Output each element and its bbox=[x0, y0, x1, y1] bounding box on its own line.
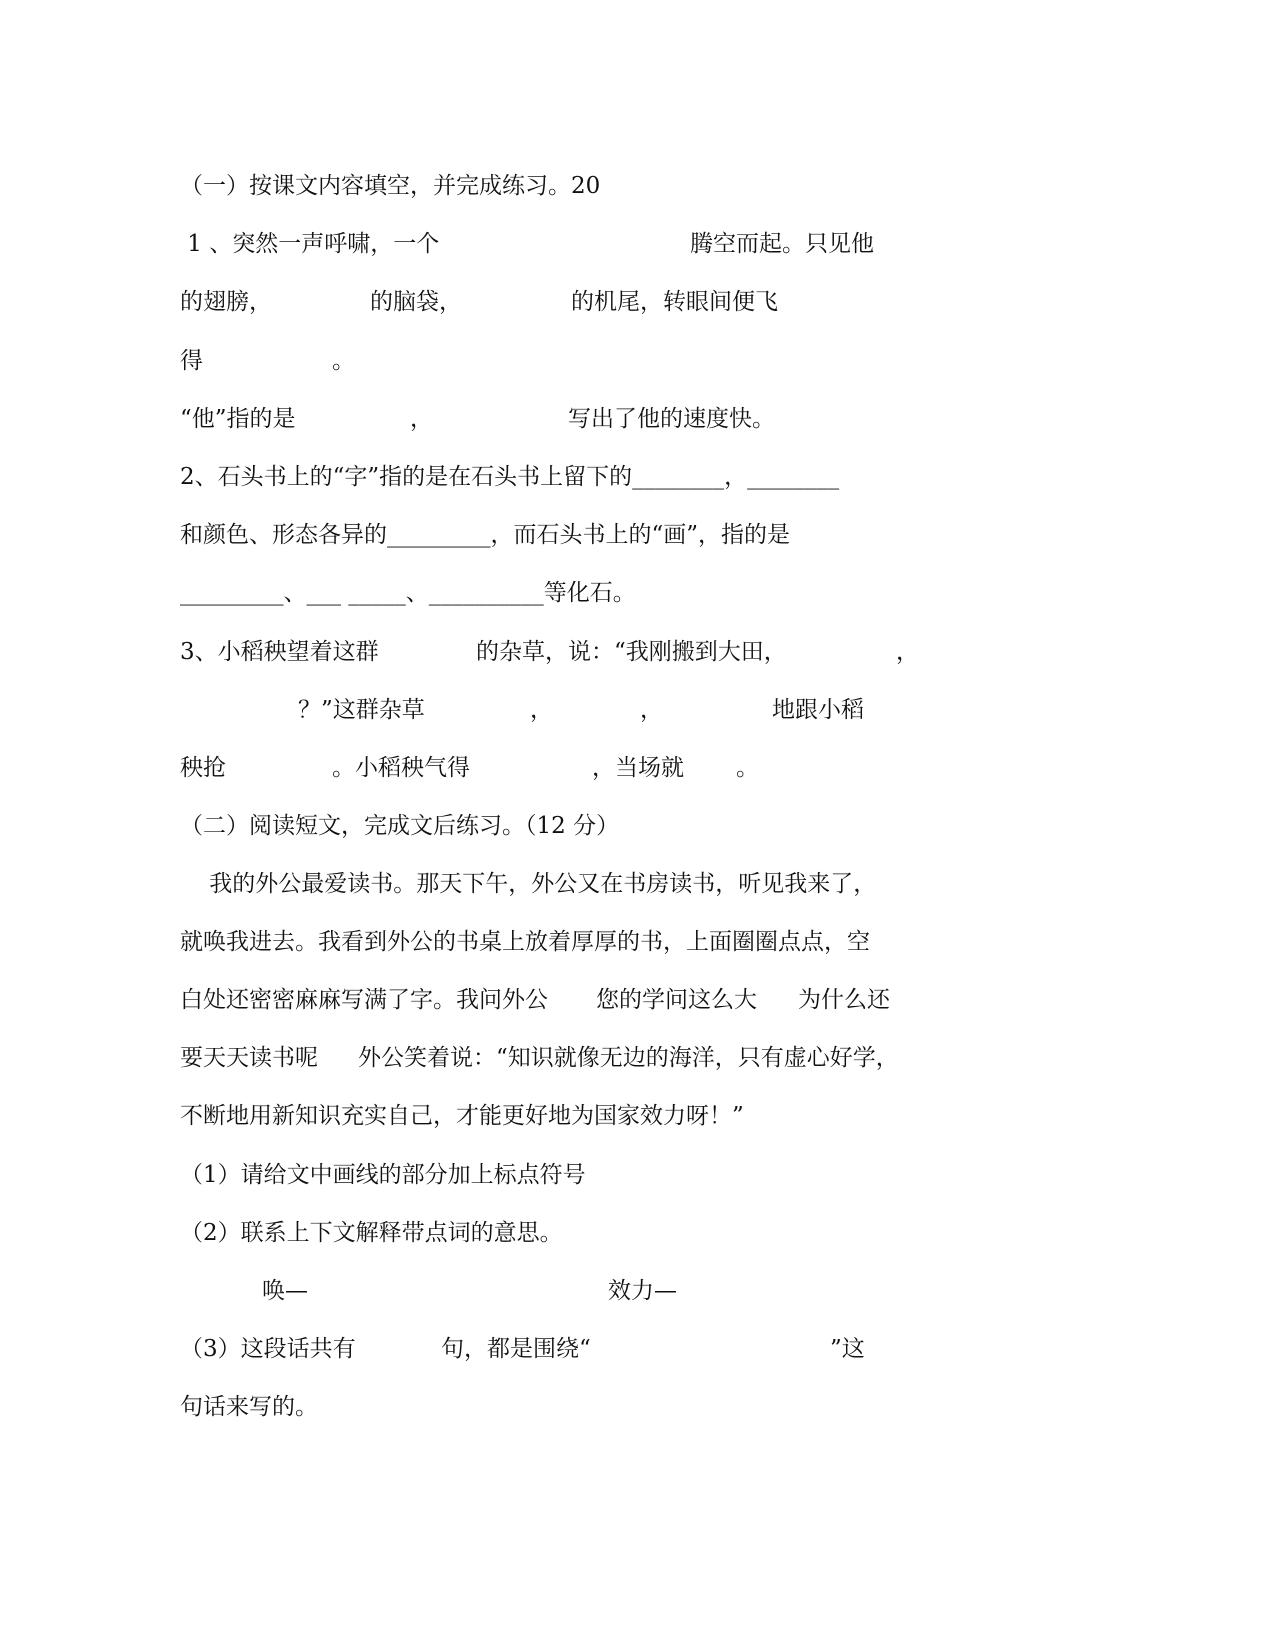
passage-line4-part2: 外公笑着说：“知识就像无边的海洋，只有虚心好学， bbox=[358, 1045, 899, 1071]
q3-line2-part4: 地跟小稻 bbox=[772, 697, 864, 723]
q3-line3-part1: 秧抢 bbox=[180, 755, 226, 781]
q3-line2-part3: ， bbox=[640, 697, 663, 723]
q3-line1-part1: 3、小稻秧望着这群 bbox=[180, 639, 379, 665]
passage-line3-part3: 为什么还 bbox=[798, 987, 890, 1013]
q1-line2-part3: 的机尾，转眼间便飞 bbox=[571, 289, 778, 315]
q2-line3: _________、___ _____、__________等化石。 bbox=[180, 580, 636, 606]
passage-line1: 我的外公最爱读书。那天下午，外公又在书房读书，听见我来了， bbox=[180, 871, 877, 897]
question-3-part4: 句话来写的。 bbox=[180, 1394, 318, 1420]
question-1: （1）请给文中画线的部分加上标点符号 bbox=[180, 1162, 586, 1188]
q1-line4-part3: 写出了他的速度快。 bbox=[568, 406, 775, 432]
q1-line1-part1: 1 、突然一声呼啸，一个 bbox=[180, 231, 440, 257]
q3-line2-part2: ， bbox=[530, 697, 553, 723]
q1-line4-part2: ， bbox=[410, 406, 433, 432]
passage-line2: 就唤我进去。我看到外公的书桌上放着厚厚的书，上面圈圈点点，空 bbox=[180, 929, 870, 955]
q3-line3-part4: 。 bbox=[736, 755, 759, 781]
passage-line3-part1: 白处还密密麻麻写满了字。我问外公 bbox=[180, 987, 548, 1013]
q3-line1-part2: 的杂草，说：“我刚搬到大田， bbox=[476, 639, 787, 665]
q3-line3-part3: ，当场就 bbox=[592, 755, 684, 781]
q1-line1-part2: 腾空而起。只见他 bbox=[690, 231, 874, 257]
q1-line2-part1: 的翅膀， bbox=[180, 289, 272, 315]
q1-line4-part1: “他”指的是 bbox=[180, 406, 296, 432]
passage-line3-part2: 您的学问这么大 bbox=[596, 987, 757, 1013]
q1-line2-part2: 的脑袋， bbox=[370, 289, 462, 315]
q2-line1: 2、石头书上的“字”指的是在石头书上留下的________，________ bbox=[180, 464, 840, 490]
q3-line3-part2: 。小稻秧气得 bbox=[332, 755, 470, 781]
q3-line2-part1: ？”这群杂草 bbox=[298, 697, 425, 723]
question-2-word-1: 唤— bbox=[262, 1278, 308, 1304]
section2-heading: （二）阅读短文，完成文后练习。（12 分） bbox=[180, 813, 620, 839]
question-3-part3: ”这 bbox=[830, 1336, 865, 1362]
section1-heading: （一）按课文内容填空，并完成练习。20 bbox=[180, 173, 601, 199]
passage-line5: 不断地用新知识充实自己，才能更好地为国家效力呀！” bbox=[180, 1103, 744, 1129]
q3-line1-part3: ， bbox=[896, 639, 919, 665]
passage-line4-part1: 要天天读书呢 bbox=[180, 1045, 318, 1071]
question-3-part1: （3）这段话共有 bbox=[180, 1336, 356, 1362]
q2-line2: 和颜色、形态各异的_________，而石头书上的“画”，指的是 bbox=[180, 522, 791, 548]
question-2-word-2: 效力— bbox=[608, 1278, 677, 1304]
q1-line3-part1: 得 bbox=[180, 348, 203, 374]
question-2: （2）联系上下文解释带点词的意思。 bbox=[180, 1220, 563, 1246]
q1-line3-part2: 。 bbox=[332, 348, 355, 374]
question-3-part2: 句，都是围绕“ bbox=[441, 1336, 591, 1362]
